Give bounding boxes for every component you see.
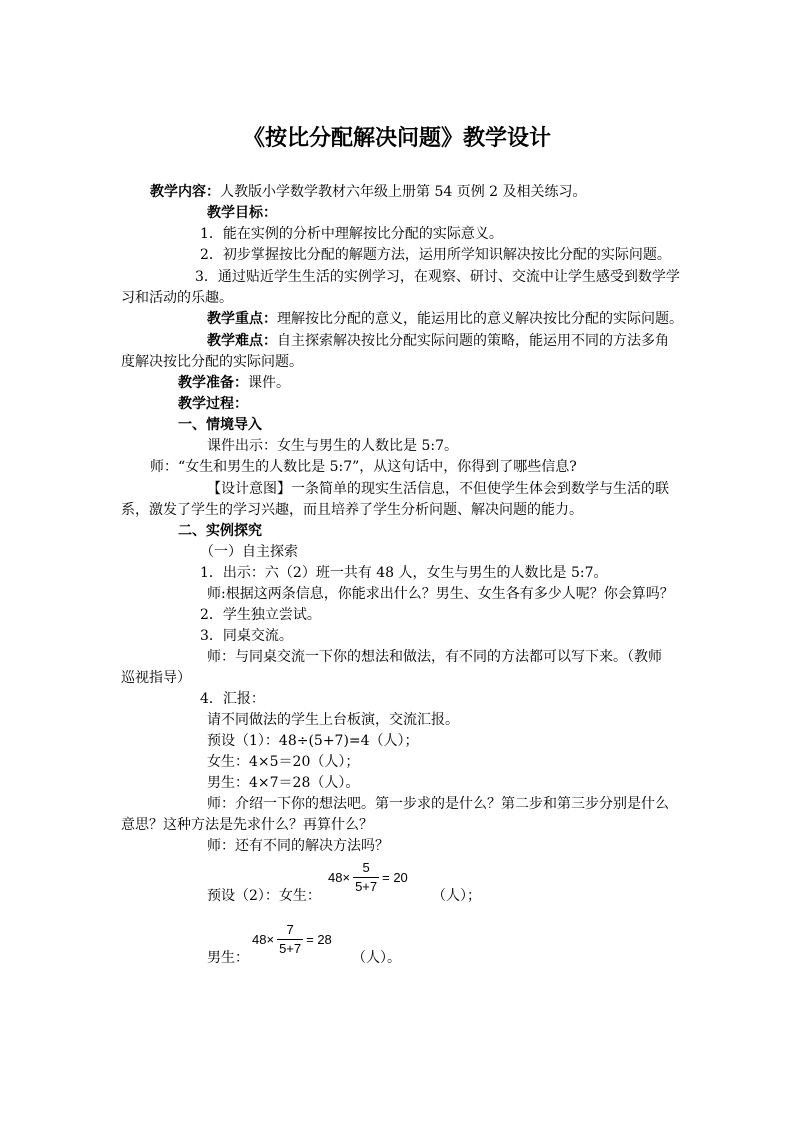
content-text: 人教版小学数学教材六年级上册第 54 页例 2 及相关练习。 — [220, 184, 587, 200]
sec2-step4: 4．汇报： — [200, 691, 265, 707]
formula-girls-op: × — [342, 870, 351, 885]
difficulty-cont: 度解决按比分配的实际问题。 — [121, 354, 303, 370]
formula-girls-total: 48 — [328, 870, 343, 885]
sec1-show: 课件出示：女生与男生的人数比是 5:7。 — [207, 438, 458, 454]
sec1-design-cont: 系，激发了学生的学习兴趣，而且培养了学生分析问题、解决问题的能力。 — [121, 502, 583, 518]
goals-label: 教学目标： — [207, 205, 277, 221]
formula-boys-denominator: 5+7 — [279, 941, 302, 956]
preset2-boys-unit: （人）。 — [352, 950, 401, 966]
preset2-girls-label: 预设（2）：女生： — [207, 888, 321, 904]
sec2-question: 师:根据这两条信息，你能求出什么？男生、女生各有多少人呢？你会算吗？ — [207, 586, 674, 602]
sec2-teacher3-cont: 巡视指导） — [121, 670, 191, 686]
goal-item-1: 1．能在实例的分析中理解按比分配的实际意义。 — [200, 226, 503, 242]
formula-boys-total: 48 — [252, 932, 267, 947]
goal-item-3: 3．通过贴近学生生活的实例学习，在观察、研讨、交流中让学生感受到数学学 — [195, 269, 680, 285]
preset1: 预设（1）：48÷(5+7)=4（人）； — [207, 733, 419, 749]
process-label: 教学过程： — [178, 396, 248, 412]
sec2-teacher4: 师：介绍一下你的想法吧。第一步求的是什么？第二步和第三步分别是什么 — [207, 796, 669, 812]
sec2-step3: 3．同桌交流。 — [200, 628, 293, 644]
formula-boys-result: = 28 — [306, 932, 332, 947]
page-title: 《按比分配解决问题》教学设计 — [242, 126, 551, 151]
formula-girls-fraction — [353, 860, 379, 895]
goal-item-3-cont: 习和活动的乐趣。 — [121, 290, 233, 306]
formula-boys — [252, 922, 332, 957]
difficulty-line — [207, 331, 669, 351]
preset1-girls: 女生：4×5＝20（人）； — [207, 754, 360, 770]
formula-girls-result: = 20 — [382, 870, 408, 885]
formula-boys-op: × — [266, 932, 275, 947]
formula-girls — [328, 860, 408, 895]
sec2-teacher3: 师：与同桌交流一下你的想法和做法，有不同的方法都可以写下来。（教师 — [207, 649, 662, 665]
difficulty-text: 自主探索解决按比分配实际问题的策略，能运用不同的方法多角 — [277, 333, 669, 349]
sec2-step2: 2．学生独立尝试。 — [200, 607, 321, 623]
prep-label: 教学准备： — [178, 375, 248, 391]
key-label: 教学重点： — [207, 311, 277, 327]
formula-boys-fraction — [277, 922, 303, 957]
sec1-design: 【设计意图】一条简单的现实生活信息，不但使学生体会到数学与生活的联 — [207, 481, 669, 497]
sec2-teacher4-cont: 意思？这种方法是先求什么？再算什么？ — [121, 817, 373, 833]
sec2-step1: 1．出示：六（2）班一共有 48 人，女生与男生的人数比是 5:7。 — [200, 565, 608, 581]
sec2-sub: （一）自主探索 — [200, 544, 298, 560]
sec2-report: 请不同做法的学生上台板演，交流汇报。 — [207, 712, 459, 728]
goal-item-2: 2．初步掌握按比分配的解题方法，运用所学知识解决按比分配的实际问题。 — [200, 247, 671, 263]
preset1-boys: 男生：4×7＝28（人）。 — [207, 775, 360, 791]
preset2-boys-label: 男生： — [207, 950, 249, 966]
formula-girls-denominator: 5+7 — [355, 879, 378, 894]
sec1-teacher: 师：“女生和男生的人数比是 5:7”，从这句话中，你得到了哪些信息? — [150, 459, 577, 475]
preset2-girls-unit: （人）； — [432, 888, 481, 904]
sec2-heading: 二、实例探究 — [178, 523, 262, 539]
content-line — [150, 182, 587, 202]
key-text: 理解按比分配的意义，能运用比的意义解决按比分配的实际问题。 — [277, 311, 683, 327]
content-label: 教学内容： — [150, 184, 220, 200]
difficulty-label: 教学难点： — [207, 333, 277, 349]
key-line — [207, 309, 683, 329]
formula-boys-numerator: 7 — [286, 922, 294, 937]
sec1-heading: 一、情境导入 — [178, 417, 262, 433]
formula-girls-numerator: 5 — [362, 860, 370, 875]
prep-text: 课件。 — [248, 375, 290, 391]
prep-line — [178, 373, 290, 393]
sec2-teacher5: 师：还有不同的解决方法吗？ — [207, 838, 389, 854]
